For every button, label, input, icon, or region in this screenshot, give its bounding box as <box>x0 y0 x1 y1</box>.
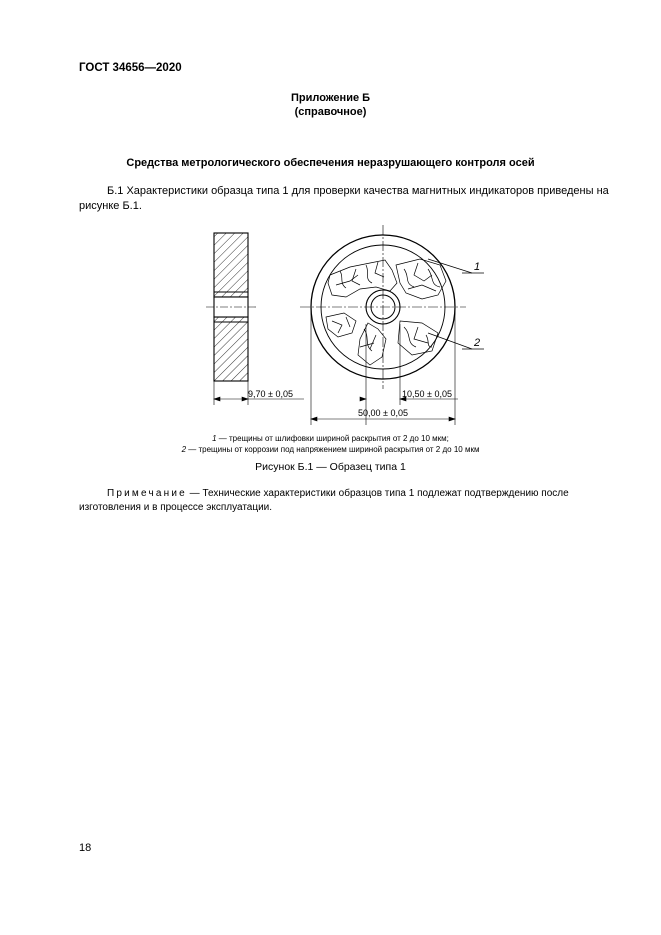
legend-number: 1 <box>212 434 217 443</box>
legend-item <box>0 444 661 455</box>
body-paragraph: Б.1 Характеристики образца типа 1 для проверки качества магнитных индикаторов приведены на рисунке Б.1. <box>79 185 609 212</box>
appendix-heading <box>0 91 661 119</box>
legend-text: — трещины от коррозии под напряжением шириной раскрытия от 2 до 10 мкм <box>186 445 480 454</box>
side-section-view <box>206 233 258 381</box>
dimension-thickness: 9,70 ± 0,05 <box>248 389 293 399</box>
front-view <box>300 225 466 389</box>
sample-drawing <box>200 225 490 425</box>
dimensions <box>214 307 458 425</box>
dimension-hole: 10,50 ± 0,05 <box>402 389 452 399</box>
legend-number: 2 <box>181 445 187 454</box>
note-label: Примечание <box>107 488 187 499</box>
page-number: 18 <box>79 842 92 854</box>
note <box>79 487 619 515</box>
figure-b1 <box>200 225 490 430</box>
appendix-subtitle: (справочное) <box>294 106 367 118</box>
callouts <box>428 259 484 349</box>
figure-legend <box>0 433 661 455</box>
appendix-title: Приложение Б <box>290 92 371 104</box>
figure-caption: Рисунок Б.1 — Образец типа 1 <box>255 461 406 473</box>
legend-text: — трещины от шлифовки шириной раскрытия от 2 до 10 мкм; <box>216 434 449 443</box>
legend-item <box>0 433 661 444</box>
dimension-outer: 50,00 ± 0,05 <box>358 408 408 418</box>
callout-1: 1 <box>474 261 481 273</box>
section-title: Средства метрологического обеспечения неразрушающего контроля осей <box>126 157 535 169</box>
note-text: — Технические характеристики образцов типа 1 подлежат подтверждению после изготовления и в процессе эксплуатации. <box>79 488 569 513</box>
document-code: ГОСТ 34656—2020 <box>79 62 182 74</box>
callout-2: 2 <box>474 337 481 349</box>
